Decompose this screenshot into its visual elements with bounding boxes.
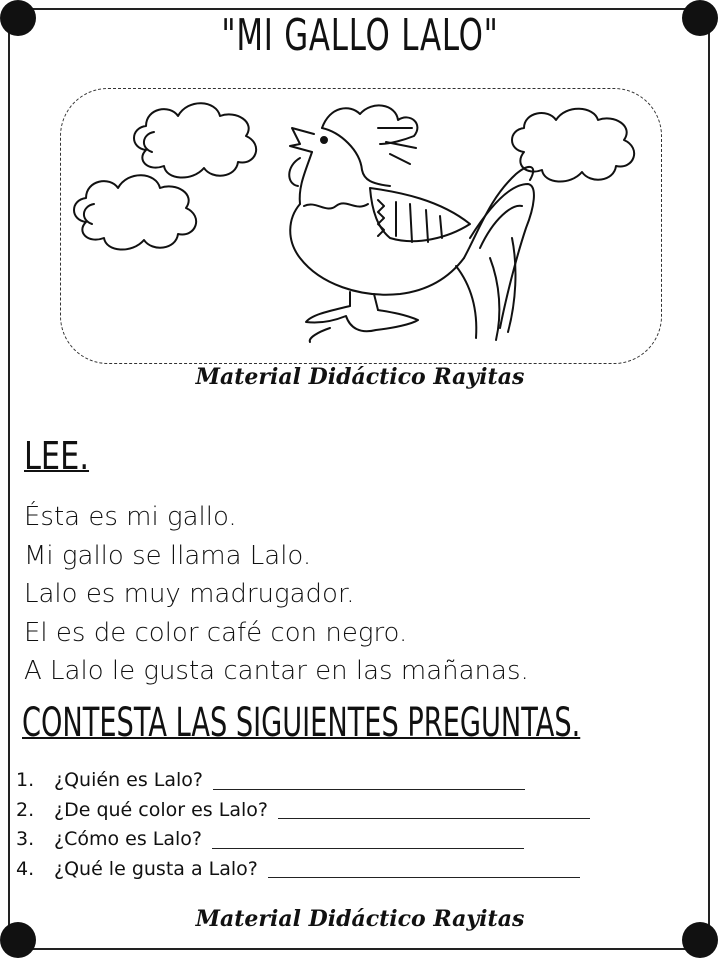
- corner-dot: [0, 0, 36, 36]
- answer-line[interactable]: [278, 817, 590, 819]
- question-item: [16, 766, 590, 796]
- question-text: ¿De qué color es Lalo?: [54, 798, 268, 821]
- credit-text: Material Didáctico Rayitas: [195, 364, 525, 390]
- question-number: 4.: [16, 857, 35, 880]
- reading-line: Ésta es mi gallo.: [24, 502, 237, 532]
- question-number: 1.: [16, 769, 35, 791]
- answer-line[interactable]: [212, 847, 524, 849]
- question-number: 2.: [16, 798, 35, 821]
- worksheet-title: "MI GALLO LALO": [221, 10, 499, 61]
- credit-text: Material Didáctico Rayitas: [195, 906, 525, 932]
- question-text: ¿Cómo es Lalo?: [54, 828, 202, 850]
- rooster-drawing: [289, 105, 534, 342]
- question-item: [16, 825, 590, 855]
- question-text: ¿Qué le gusta a Lalo?: [54, 857, 258, 880]
- corner-dot: [682, 0, 718, 36]
- answer-line[interactable]: [268, 876, 580, 878]
- question-item: [16, 796, 590, 826]
- question-item: [16, 855, 590, 885]
- cloud-drawing: [512, 109, 634, 182]
- cloud-drawing: [74, 175, 196, 249]
- questions-heading: CONTESTA LAS SIGUIENTES PREGUNTAS.: [22, 700, 581, 746]
- reading-line: El es de color café con negro.: [24, 617, 408, 648]
- illustration: [60, 88, 662, 364]
- question-number: 3.: [16, 828, 35, 850]
- reading-line: Lalo es muy madrugador.: [24, 579, 355, 609]
- cloud-drawing: [134, 103, 256, 177]
- reading-line: A Lalo le gusta cantar en las mañanas.: [24, 656, 529, 686]
- answer-line[interactable]: [213, 788, 525, 790]
- question-list: [16, 766, 590, 884]
- reading-line: Mi gallo se llama Lalo.: [24, 540, 312, 571]
- read-heading: LEE.: [24, 434, 90, 478]
- question-text: ¿Quién es Lalo?: [54, 769, 203, 791]
- reading-passage: [24, 498, 529, 691]
